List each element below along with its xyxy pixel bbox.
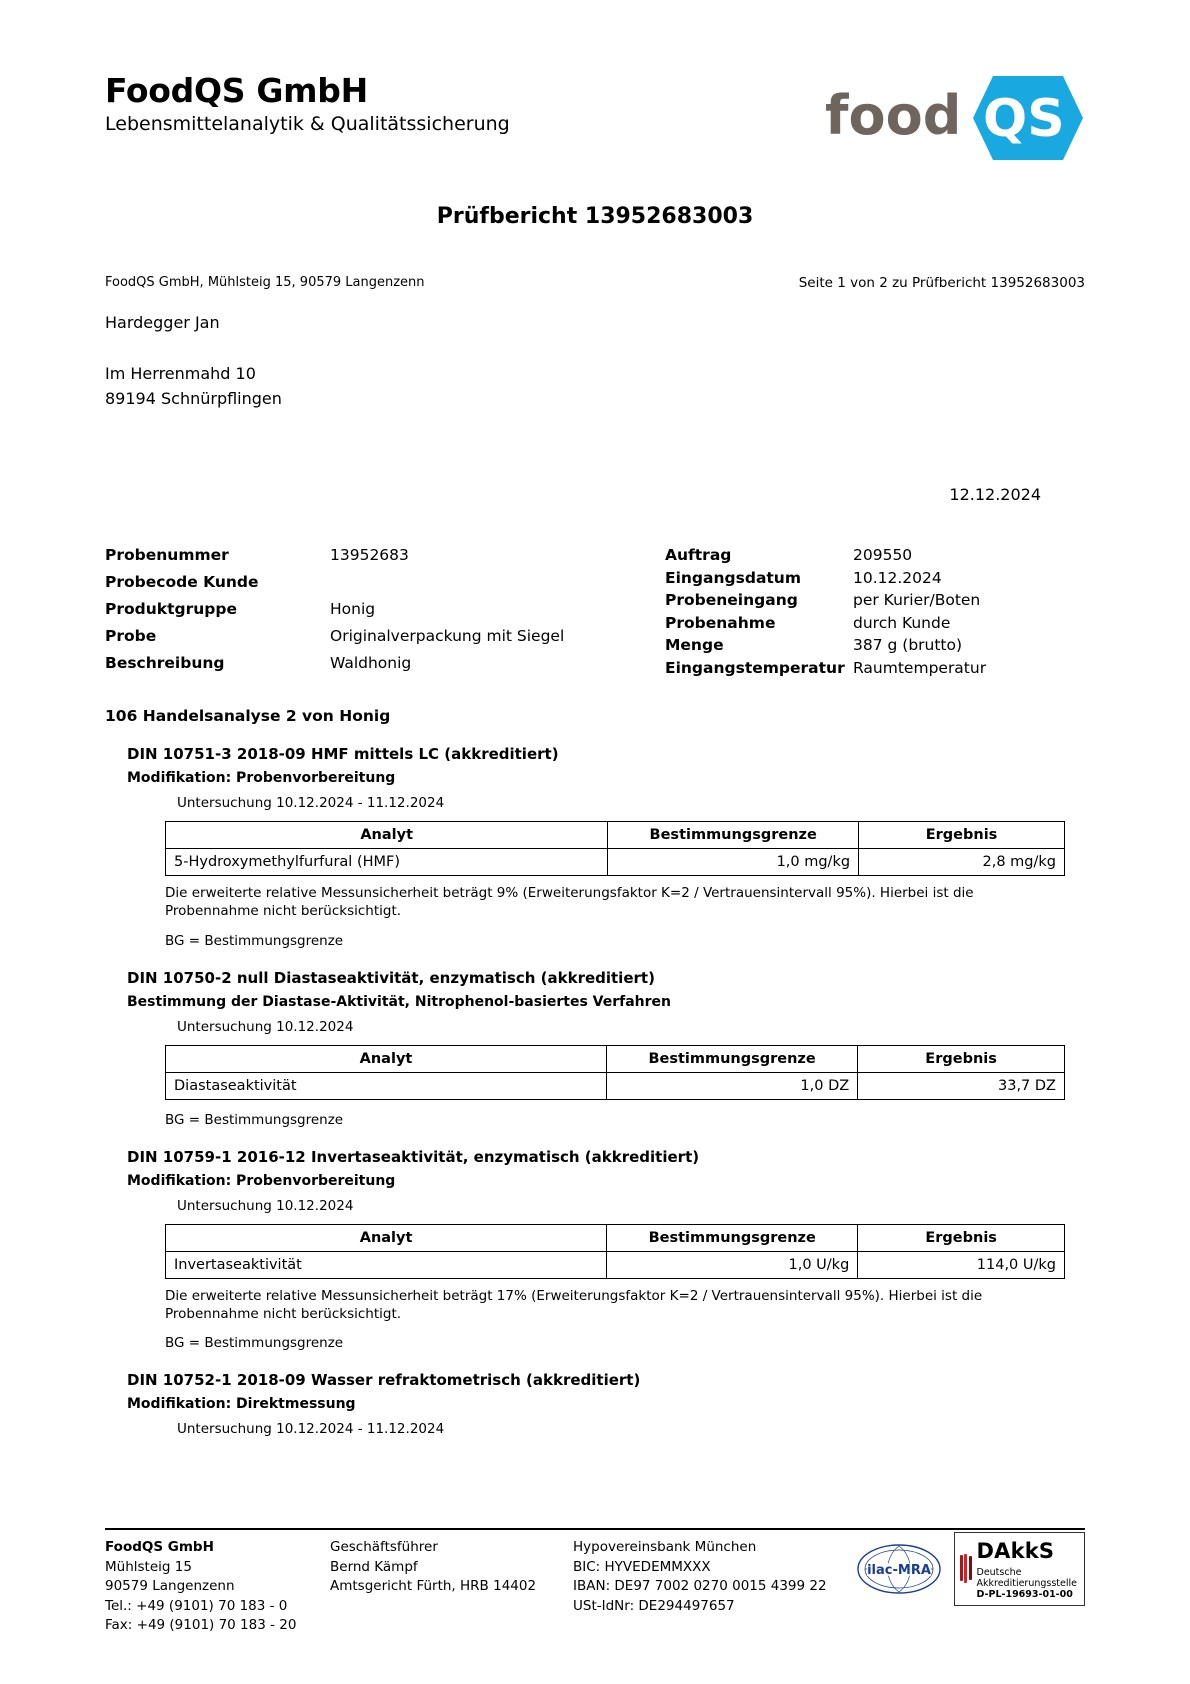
footer-bank-name: Hypovereinsbank München — [573, 1539, 757, 1556]
meta-key: Eingangstemperatur — [665, 658, 845, 677]
examination-dates: Untersuchung 10.12.2024 - 11.12.2024 — [177, 1421, 445, 1438]
footer-tel: Tel.: +49 (9101) 70 183 - 0 — [105, 1597, 288, 1614]
footer-iban: IBAN: DE97 7002 0270 0015 4399 22 — [573, 1578, 827, 1595]
meta-key: Probecode Kunde — [105, 573, 259, 592]
footer-fax: Fax: +49 (9101) 70 183 - 20 — [105, 1617, 297, 1634]
cell-ergebnis: 2,8 mg/kg — [859, 849, 1065, 876]
results-table — [165, 1045, 1065, 1100]
cell-bestimmungsgrenze: 1,0 DZ — [606, 1072, 857, 1099]
dakks-label: DAkkS — [976, 1539, 1055, 1564]
table-row — [166, 849, 1065, 876]
footer-management-name: Bernd Kämpf — [330, 1558, 418, 1575]
table-row — [166, 1072, 1065, 1099]
footer-columns — [105, 1538, 1085, 1636]
ilac-mra-icon — [856, 1543, 942, 1595]
col-bestimmungsgrenze: Bestimmungsgrenze — [607, 1224, 858, 1251]
address-row — [105, 275, 1085, 291]
document-date: 12.12.2024 — [949, 485, 1041, 505]
meta-key: Produktgruppe — [105, 600, 237, 619]
footer-management-label: Geschäftsführer — [330, 1539, 438, 1556]
document-footer — [105, 1528, 1085, 1636]
meta-value: 13952683 — [330, 546, 409, 565]
analysis-section — [105, 1148, 1085, 1351]
accreditation-marks — [856, 1532, 1086, 1606]
dakks-code: D-PL-19693-01-00 — [976, 1589, 1073, 1601]
dakks-sub-1: Deutsche — [976, 1566, 1022, 1578]
method-subtitle: Modifikation: Direktmessung — [127, 1396, 356, 1413]
meta-value: Waldhonig — [330, 654, 412, 673]
meta-value — [330, 571, 665, 598]
sample-metadata-left — [105, 544, 665, 679]
dakks-text-block — [977, 1536, 1078, 1601]
method-title: DIN 10752-1 2018-09 Wasser refraktometrisch (akkreditiert) — [127, 1371, 641, 1390]
method-subtitle: Bestimmung der Diastase-Aktivität, Nitrophenol-basiertes Verfahren — [127, 993, 671, 1010]
footer-vat-id: USt-IdNr: DE294497657 — [573, 1597, 735, 1614]
bg-legend: BG = Bestimmungsgrenze — [165, 1111, 344, 1128]
svg-text:food: food — [825, 84, 962, 147]
sender-address-line: FoodQS GmbH, Mühlsteig 15, 90579 Langenzenn — [105, 275, 425, 290]
meta-key: Auftrag — [665, 546, 732, 565]
meta-key: Beschreibung — [105, 654, 225, 673]
page-title: Prüfbericht 13952683003 — [436, 204, 754, 229]
results-table — [165, 821, 1065, 876]
bg-legend: BG = Bestimmungsgrenze — [165, 1335, 344, 1352]
document-header — [105, 0, 1085, 164]
meta-key: Menge — [665, 636, 724, 655]
company-name: FoodQS GmbH — [105, 71, 368, 110]
bg-legend: BG = Bestimmungsgrenze — [165, 932, 344, 949]
method-title: DIN 10759-1 2016-12 Invertaseaktivität, enzymatisch (akkreditiert) — [127, 1147, 700, 1166]
dakks-mark — [954, 1532, 1086, 1606]
cell-bestimmungsgrenze: 1,0 U/kg — [607, 1251, 858, 1278]
col-ergebnis: Ergebnis — [858, 1045, 1065, 1072]
table-header-row — [166, 1224, 1065, 1251]
footer-register: Amtsgericht Fürth, HRB 14402 — [330, 1578, 537, 1595]
meta-value: durch Kunde — [853, 613, 951, 632]
meta-key: Probenummer — [105, 546, 229, 565]
company-block — [105, 72, 510, 137]
uncertainty-note: Die erweiterte relative Messunsicherheit beträgt 17% (Erweiterungsfaktor K=2 / Vertrauensintervall 95%). Hierbei ist die Probennahme nicht berücksichtigt. — [165, 1287, 983, 1322]
examination-dates: Untersuchung 10.12.2024 — [177, 1018, 354, 1035]
cell-bestimmungsgrenze: 1,0 mg/kg — [608, 849, 859, 876]
page-indicator: Seite 1 von 2 zu Prüfbericht 13952683003 — [798, 275, 1085, 291]
sample-metadata — [105, 544, 1085, 679]
analysis-section — [105, 745, 1085, 948]
meta-value: 387 g (brutto) — [853, 636, 963, 655]
col-analyt: Analyt — [166, 1224, 607, 1251]
recipient-city: 89194 Schnürpflingen — [105, 388, 282, 408]
footer-bic: BIC: HYVEDEMMXXX — [573, 1558, 711, 1575]
examination-dates: Untersuchung 10.12.2024 — [177, 1197, 354, 1214]
analysis-section — [105, 969, 1085, 1128]
col-ergebnis: Ergebnis — [858, 1224, 1065, 1251]
meta-key: Probenahme — [665, 613, 776, 632]
method-subtitle: Modifikation: Probenvorbereitung — [127, 1172, 396, 1189]
meta-value: per Kurier/Boten — [853, 591, 981, 610]
foodqs-logo — [825, 72, 1085, 164]
uncertainty-note: Die erweiterte relative Messunsicherheit beträgt 9% (Erweiterungsfaktor K=2 / Vertrauensintervall 95%). Hierbei ist die Probennahme nicht berücksichtigt. — [165, 885, 974, 920]
meta-value: 209550 — [853, 546, 913, 565]
company-tagline: Lebensmittelanalytik & Qualitätssicherung — [105, 112, 510, 135]
analysis-section — [105, 1371, 1085, 1437]
meta-key: Probeneingang — [665, 591, 798, 610]
footer-bank-column — [573, 1538, 903, 1636]
recipient-street: Im Herrenmahd 10 — [105, 363, 256, 383]
col-bestimmungsgrenze: Bestimmungsgrenze — [608, 822, 859, 849]
cell-analyt: Diastaseaktivität — [166, 1072, 607, 1099]
footer-management-column — [330, 1538, 573, 1636]
footer-street: Mühlsteig 15 — [105, 1558, 192, 1575]
table-header-row — [166, 1045, 1065, 1072]
recipient-block — [105, 311, 1085, 411]
analysis-group-title: 106 Handelsanalyse 2 von Honig — [105, 707, 391, 726]
svg-text:ilac-MRA: ilac-MRA — [866, 1562, 931, 1578]
meta-key: Eingangsdatum — [665, 568, 801, 587]
footer-city: 90579 Langenzenn — [105, 1578, 235, 1595]
sample-metadata-right — [665, 544, 986, 679]
cell-analyt: 5-Hydroxymethylfurfural (HMF) — [166, 849, 608, 876]
dakks-sub-2: Akkreditierungsstelle — [976, 1578, 1077, 1590]
footer-divider — [105, 1528, 1085, 1530]
col-analyt: Analyt — [166, 1045, 607, 1072]
meta-value: Raumtemperatur — [853, 658, 987, 677]
cell-ergebnis: 33,7 DZ — [858, 1072, 1065, 1099]
dakks-bars-icon — [960, 1554, 972, 1583]
meta-value: 10.12.2024 — [853, 568, 942, 587]
meta-value: Originalverpackung mit Siegel — [330, 627, 565, 646]
examination-dates: Untersuchung 10.12.2024 - 11.12.2024 — [177, 795, 445, 812]
method-title: DIN 10750-2 null Diastaseaktivität, enzymatisch (akkreditiert) — [127, 968, 655, 987]
meta-value: Honig — [330, 600, 376, 619]
recipient-spacer — [105, 336, 1085, 362]
dakks-box — [954, 1532, 1086, 1606]
svg-text:QS: QS — [983, 89, 1065, 149]
col-bestimmungsgrenze: Bestimmungsgrenze — [606, 1045, 857, 1072]
meta-key: Probe — [105, 627, 157, 646]
results-table — [165, 1224, 1065, 1279]
method-title: DIN 10751-3 2018-09 HMF mittels LC (akkreditiert) — [127, 745, 559, 764]
method-subtitle: Modifikation: Probenvorbereitung — [127, 770, 396, 787]
cell-ergebnis: 114,0 U/kg — [858, 1251, 1065, 1278]
col-ergebnis: Ergebnis — [859, 822, 1065, 849]
table-row — [166, 1251, 1065, 1278]
table-header-row — [166, 822, 1065, 849]
recipient-name: Hardegger Jan — [105, 313, 220, 332]
footer-company-name: FoodQS GmbH — [105, 1539, 214, 1556]
col-analyt: Analyt — [166, 822, 608, 849]
cell-analyt: Invertaseaktivität — [166, 1251, 607, 1278]
footer-company-column — [105, 1538, 330, 1636]
